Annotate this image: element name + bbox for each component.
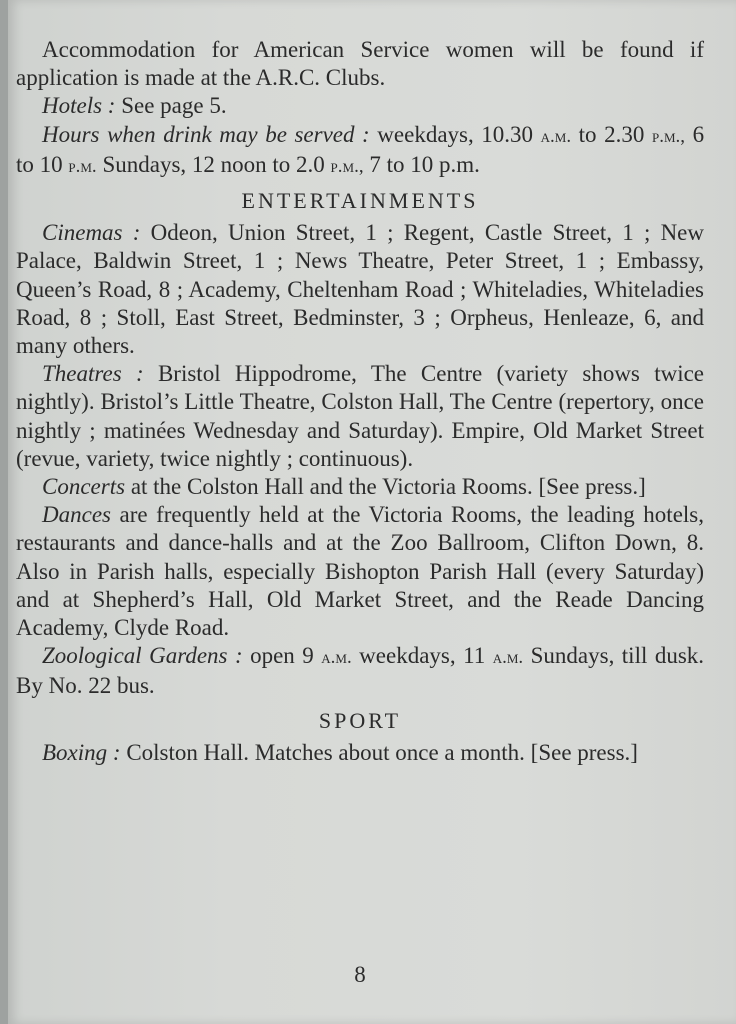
cinemas-paragraph <box>16 219 704 360</box>
zoo-text-1: open 9 <box>250 643 314 669</box>
boxing-term: Boxing : <box>42 739 121 765</box>
zoo-am-2: a.m. <box>492 647 524 669</box>
boxing-paragraph <box>16 739 704 767</box>
boxing-text: Colston Hall. Matches about once a month. [See press.] <box>126 739 638 765</box>
zoo-am-1: a.m. <box>321 647 352 669</box>
cinemas-term: Cinemas : <box>42 220 141 246</box>
concerts-paragraph <box>16 473 704 501</box>
hours-pm-3: p.m., <box>330 155 364 177</box>
dances-text: are frequently held at the Victoria Rooms, the leading hotels, restaurants and dance-halls and at the Zoo Ballroom, Clifton Down, 8. Also in Parish halls, especially Bishopton Parish Hall (every Saturday) and at Shepherd’s Hall, Old Market Street, and the Reade Dancing Academy, Clyde Road. <box>16 502 704 641</box>
hours-am: a.m. <box>540 125 572 147</box>
hours-pm-2: p.m. <box>68 155 97 177</box>
cinemas-text: Odeon, Union Street, 1 ; Regent, Castle Street, 1 ; New Palace, Baldwin Street, 1 ; News Theatre, Peter Street, 1 ; Embassy, Queen’s Road, 8 ; Academy, Cheltenham Road ; Whiteladies, Whiteladies Road, 8 ; Stoll, East Street, Bedminster, 3 ; Orpheus, Henleaze, 6, and many others. <box>16 220 704 359</box>
hours-text-2: to 2.30 <box>578 121 645 147</box>
hours-term: Hours when drink may be served : <box>42 121 370 147</box>
hotels-paragraph <box>16 92 704 120</box>
dances-paragraph <box>16 501 704 642</box>
page-number: 8 <box>354 962 366 987</box>
page-body <box>16 36 704 767</box>
zoo-text-2: weekdays, 11 <box>359 643 486 669</box>
dances-term: Dances <box>42 502 111 528</box>
entertainments-heading: ENTERTAINMENTS <box>241 188 479 214</box>
theatres-text: Bristol Hippodrome, The Centre (variety shows twice nightly). Bristol’s Little Theatre, Colston Hall, The Centre (repertory, once nightly ; matinées Wednesday and Saturday). Empire, Old Market Street (revue, variety, twice nightly ; continuous). <box>16 361 705 471</box>
zoo-paragraph <box>16 642 704 700</box>
accommodation-text: Accommodation for American Service women will be found if application is made at the A.R.C. Clubs. <box>16 37 704 91</box>
theatres-term: Theatres : <box>42 361 144 387</box>
hours-pm-1: p.m., <box>651 125 686 147</box>
accommodation-paragraph <box>16 36 704 92</box>
hours-paragraph <box>16 121 704 181</box>
book-page <box>8 0 736 1024</box>
hotels-text: See page 5. <box>121 93 227 119</box>
concerts-text: at the Colston Hall and the Victoria Rooms. [See press.] <box>130 474 646 500</box>
hours-text-3: 6 to 10 <box>16 121 705 177</box>
hotels-term: Hotels : <box>42 93 116 119</box>
zoo-term: Zoological Gardens : <box>42 643 243 669</box>
sport-heading: SPORT <box>318 707 402 733</box>
zoo-text-3: Sundays, till dusk. By No. 22 bus. <box>16 643 705 699</box>
concerts-term: Concerts <box>42 474 126 500</box>
hours-text-4: Sundays, 12 noon to 2.0 <box>102 151 325 177</box>
hours-text-1: weekdays, 10.30 <box>377 121 534 147</box>
theatres-paragraph <box>16 360 704 473</box>
hours-text-5: 7 to 10 p.m. <box>369 151 480 177</box>
